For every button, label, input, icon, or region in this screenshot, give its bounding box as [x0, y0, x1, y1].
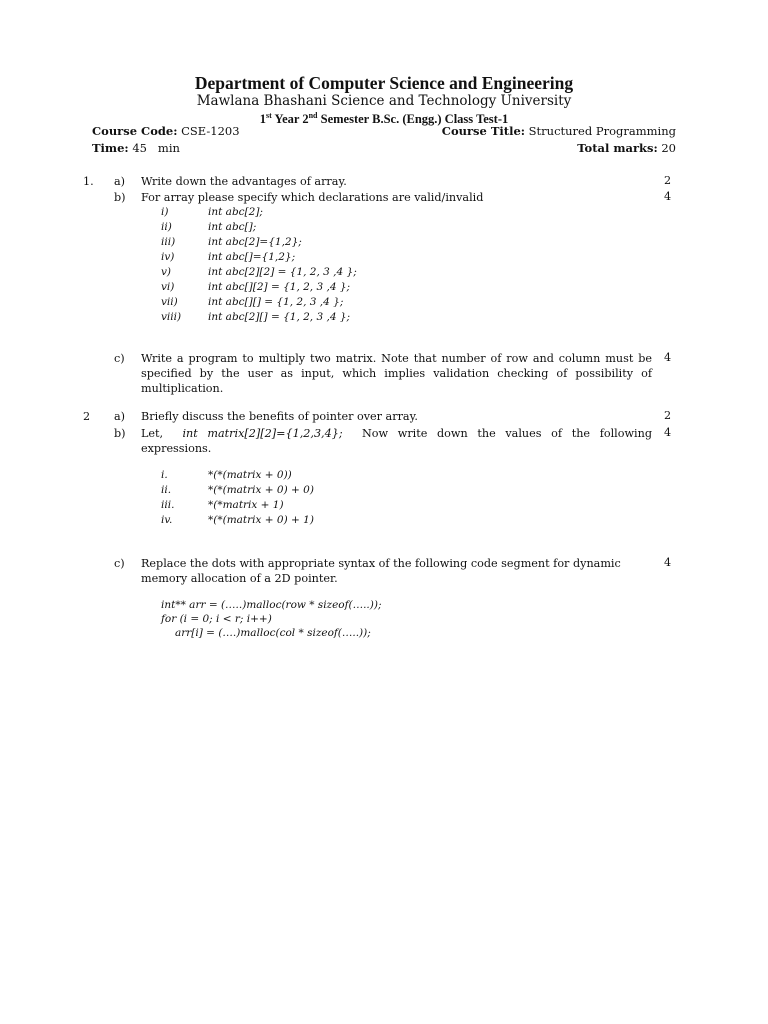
q1b-item-code: int abc[2][] = {1, 2, 3 ,4 };: [208, 311, 351, 323]
q2c-code-line: arr[i] = (….)malloc(col * sizeof(…..));: [175, 627, 371, 639]
q2a-label: a): [114, 410, 126, 423]
time-value: 45 min: [132, 141, 180, 155]
q1b-text: For array please specify which declarations are valid/invalid: [141, 191, 484, 204]
q1b-marks: 4: [664, 190, 672, 203]
q1b-item-num: iv): [161, 251, 175, 263]
course-code-label: Course Code:: [92, 124, 178, 138]
q2a-marks: 2: [664, 409, 672, 422]
total-marks-label: Total marks:: [577, 141, 658, 155]
q2c-marks: 4: [664, 556, 672, 569]
q1a-label: a): [114, 175, 126, 188]
q1b-item-num: iii): [161, 236, 176, 248]
q1c-label: c): [114, 352, 125, 365]
q1-number: 1.: [83, 175, 94, 188]
total-marks-value: 20: [661, 141, 676, 155]
course-title: [442, 124, 676, 138]
q1b-item-code: int abc[][2] = {1, 2, 3 ,4 };: [208, 281, 351, 293]
q1b-item-code: int abc[]={1,2};: [208, 251, 296, 263]
q2c-text: Replace the dots with appropriate syntax of the following code segment for dynamic memory allocation of a 2D pointer.: [141, 557, 621, 586]
q2b-marks: 4: [664, 426, 672, 439]
time: [92, 141, 180, 155]
q1b-item-num: vii): [161, 296, 178, 308]
q1b-item-code: int abc[][] = {1, 2, 3 ,4 };: [208, 296, 344, 308]
q1b-item-num: ii): [161, 221, 172, 233]
course-title-value: Structured Programming: [528, 124, 676, 138]
q2b-label: b): [114, 427, 126, 440]
q1c-text: Write a program to multiply two matrix. Note that number of row and column must be specified by the user as input, which implies validation checking of possibility of multiplication.: [141, 352, 652, 396]
q2a-text: Briefly discuss the benefits of pointer over array.: [141, 410, 418, 423]
course-code: [92, 124, 240, 138]
q1a-text: Write down the advantages of array.: [141, 175, 347, 188]
superscript: st: [266, 111, 272, 120]
q2b-item-num: iv.: [161, 514, 173, 526]
course-code-value: CSE-1203: [181, 124, 240, 138]
semester-part: 1: [259, 112, 266, 127]
q1b-item-code: int abc[];: [208, 221, 257, 233]
q1b-item-num: vi): [161, 281, 175, 293]
superscript: nd: [308, 111, 318, 120]
q2c-code-line: int** arr = (…..)malloc(row * sizeof(…..));: [161, 599, 382, 611]
q1b-item-num: viii): [161, 311, 182, 323]
course-title-label: Course Title:: [441, 124, 526, 138]
q2b-item-num: ii.: [161, 484, 172, 496]
q2b-item-expr: *(*matrix + 1): [208, 499, 284, 511]
q2c-label: c): [114, 557, 125, 570]
department-title: Department of Computer Science and Engineering: [194, 73, 574, 93]
q1b-item-code: int abc[2][2] = {1, 2, 3 ,4 };: [208, 266, 357, 278]
q2b-item-expr: *(*(matrix + 0)): [208, 469, 292, 481]
q2b-text-pre: Let,: [141, 427, 164, 440]
semester-part: Year 2: [271, 112, 309, 127]
q2b-item-num: i.: [161, 469, 168, 481]
q1c-marks: 4: [664, 351, 672, 364]
q1b-label: b): [114, 191, 126, 204]
q2b-item-expr: *(*(matrix + 0) + 1): [208, 514, 314, 526]
q2b-text: [141, 426, 652, 456]
q2b-item-num: iii.: [161, 499, 175, 511]
q2c-code-line: for (i = 0; i < r; i++): [161, 613, 272, 625]
q1b-item-code: int abc[2];: [208, 206, 263, 218]
total-marks: [577, 141, 676, 155]
q2b-text-post: Now write down the values of the following expressions.: [141, 427, 652, 456]
semester-part: Semester B.Sc. (Engg.) Class Test-1: [317, 112, 509, 127]
time-label: Time:: [92, 141, 129, 155]
q2b-item-expr: *(*(matrix + 0) + 0): [208, 484, 314, 496]
q1b-item-num: v): [161, 266, 172, 278]
q1a-marks: 2: [664, 174, 672, 187]
university-name: Mawlana Bhashani Science and Technology University: [196, 93, 572, 109]
q1b-item-code: int abc[2]={1,2};: [208, 236, 302, 248]
q1b-item-num: i): [161, 206, 169, 218]
q2b-code: int matrix[2][2]={1,2,3,4};: [182, 427, 343, 440]
q2-number: 2: [83, 410, 91, 423]
